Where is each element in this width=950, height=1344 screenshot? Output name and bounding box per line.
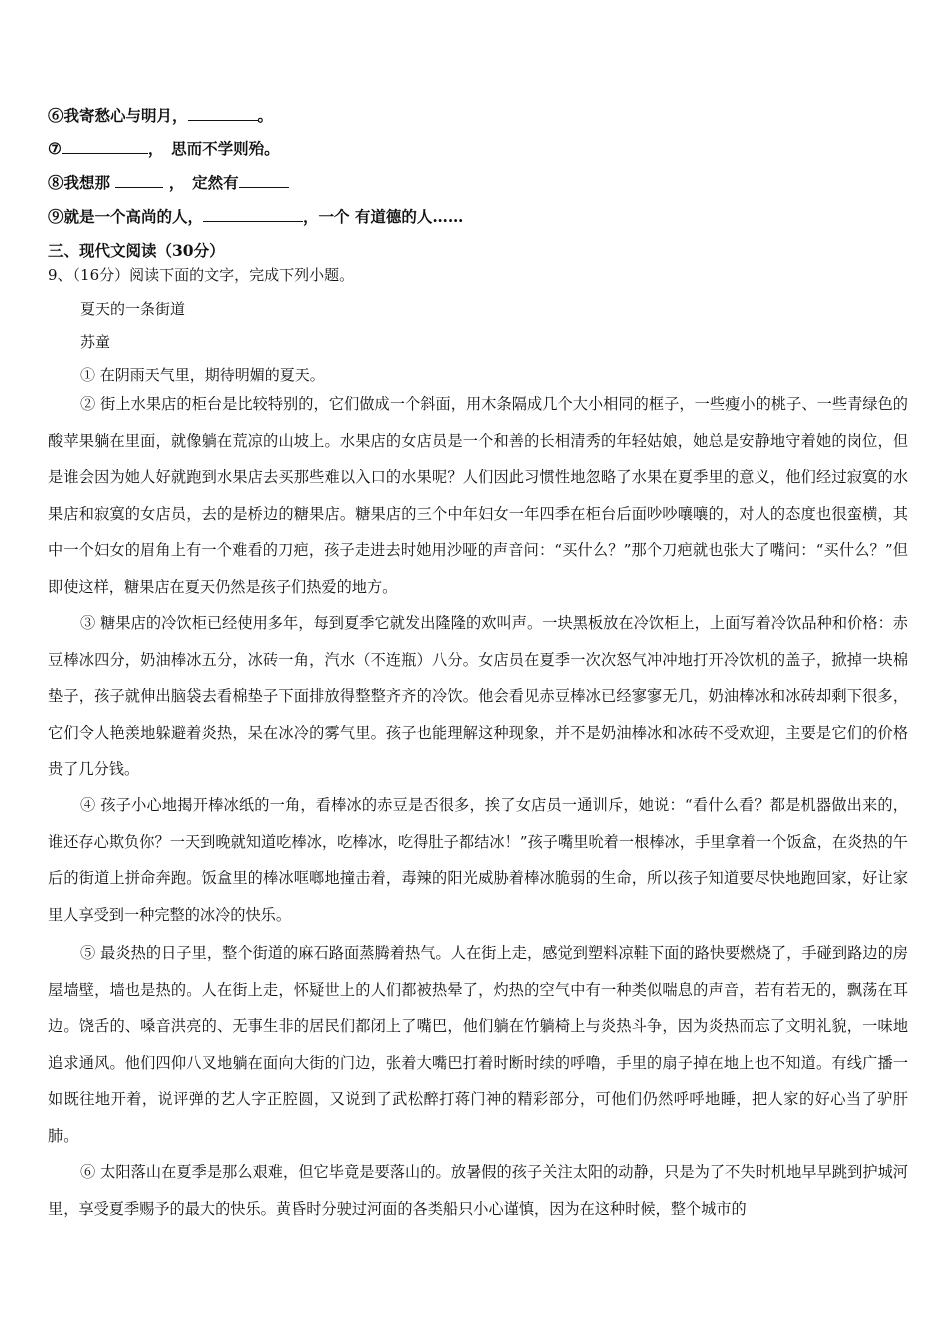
paragraph-1: ① 在阴雨天气里，期待明媚的夏天。 [80, 366, 325, 384]
blank-line[interactable] [188, 106, 258, 121]
paragraph-2: ② 街上水果店的柜台是比较特别的，它们做成一个斜面，用木条隔成几个大小相同的框子，一些瘦小的桃子、一些青绿色的酸苹果躺在里面，就像躺在荒凉的山坡上。水果店的女店员是一个和善的长相清秀的年轻姑娘，她总是安静地守着她的岗位，但是谁会因为她人好就跑到水果店去买那些难以入口的水果呢？人们因此习惯性地忽略了水果在夏季里的意义，他们经过寂寞的水果店和寂寞的女店员，去的是桥边的糖果店。糖果店的三个中年妇女一年四季在柜台后面吵吵嚷嚷的，对人的态度也很蛮横，其中一个妇女的眉角上有一个难看的刀疤，孩子走进去时她用沙哑的声音问：“买什么？”那个刀疤就也张大了嘴问：“买什么？”但即使这样，糖果店在夏天仍然是孩子们热爱的地方。 [48, 395, 908, 596]
text-before: 我想那 [63, 173, 116, 192]
fill-blank-9 [48, 205, 918, 227]
text-after: ，一个 有道德的人…… [303, 207, 464, 226]
blank-line[interactable] [115, 173, 163, 188]
item-number: ⑥ [48, 106, 64, 125]
blank-line[interactable] [62, 139, 148, 154]
section-title: 三、现代文阅读（30分） [48, 241, 225, 260]
text-after: ， 思而不学则殆。 [147, 139, 280, 158]
text-after: 。 [257, 106, 274, 125]
text-after: ， 定然有 [163, 173, 239, 192]
article-title: 夏天的一条街道 [80, 300, 186, 318]
fill-blank-7 [48, 137, 918, 159]
blank-line-2[interactable] [239, 173, 289, 188]
blank-line[interactable] [203, 207, 303, 222]
text-before: 我寄愁心与明月， [63, 106, 188, 125]
text-before: 就是一个高尚的人， [63, 207, 204, 226]
item-number: ⑧ [48, 173, 64, 192]
paragraph-3: ③ 糖果店的冷饮柜已经使用多年，每到夏季它就发出隆隆的欢叫声。一块黑板放在冷饮柜上，上面写着冷饮品种和价格：赤豆棒冰四分，奶油棒冰五分，冰砖一角，汽水（不连瓶）八分。女店员在夏季一次次怒气冲冲地打开冷饮机的盖子，掀掉一块棉垫子，孩子就伸出脑袋去看棉垫子下面排放得整整齐齐的冷饮。他会看见赤豆棒冰已经寥寥无几，奶油棒冰和冰砖却剩下很多，它们令人艳羡地躲避着炎热，呆在冰冷的雾气里。孩子也能理解这种现象，并不是奶油棒冰和冰砖不受欢迎，主要是它们的价格贵了几分钱。 [48, 614, 908, 779]
paragraph-4: ④ 孩子小心地揭开棒冰纸的一角，看棒冰的赤豆是否很多，挨了女店员一通训斥，她说：“看什么看？都是机器做出来的，谁还存心欺负你？一天到晚就知道吃棒冰，吃棒冰，吃得肚子都结冰！”孩子嘴里吮着一根棒冰，手里拿着一个饭盒，在炎热的午后的街道上拼命奔跑。饭盒里的棒冰哐啷地撞击着，毒辣的阳光威胁着棒冰脆弱的生命，所以孩子知道要尽快地跑回家，好让家里人享受到一种完整的冰冷的快乐。 [48, 796, 908, 924]
fill-blank-8 [48, 171, 918, 193]
item-number: ⑨ [48, 207, 64, 226]
question-heading: 9、（16分）阅读下面的文字，完成下列小题。 [48, 266, 355, 284]
paragraph-5: ⑤ 最炎热的日子里，整个街道的麻石路面蒸腾着热气。人在街上走，感觉到塑料凉鞋下面的路快要燃烧了，手碰到路边的房屋墙壁，墙也是热的。人在街上走，怀疑世上的人们都被热晕了，灼热的空气中有一种类似喘息的声音，若有若无的，飘荡在耳边。饶舌的、嗓音洪亮的、无事生非的居民们都闭上了嘴巴，他们躺在竹躺椅上与炎热斗争，因为炎热而忘了文明礼貌，一味地追求通风。他们四仰八叉地躺在面向大街的门边，张着大嘴巴打着时断时续的呼噜，手里的扇子掉在地上也不知道。有线广播一如既往地开着，说评弹的艺人字正腔圆，又说到了武松醉打蒋门神的精彩部分，可他们仍然呼呼地睡，把人家的好心当了驴肝肺。 [48, 944, 908, 1145]
item-number: ⑦ [48, 139, 62, 158]
paragraph-6: ⑥ 太阳落山在夏季是那么艰难，但它毕竟是要落山的。放暑假的孩子关注太阳的动静，只是为了不失时机地早早跳到护城河里，享受夏季赐予的最大的快乐。黄昏时分驶过河面的各类船只小心谨慎，因为在这种时候，整个城市的 [48, 1163, 908, 1218]
fill-blank-6 [48, 104, 918, 126]
article-author: 苏童 [80, 333, 111, 351]
